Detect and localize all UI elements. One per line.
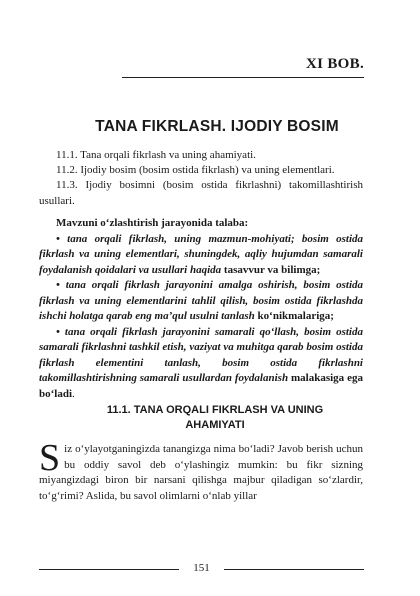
- body-paragraph-text: iz o‘ylayotganingizda tanangizga nima bo‘ladi? Javob berish uchun bu oddiy savol deb o‘ylashingiz mumkin: bu fikr sizning miyangizdagi biron bir narsani qilishga majbur qiladigan so‘zlardir, to‘g‘rimi? Aslida, bu savol olimlarni o‘nlab yillar: [39, 443, 363, 502]
- goal-text: • tana orqali fikrlash jarayonini amalga oshirish, bosim ostida fikrlash va uning elementlarini tahlil qilish, bosim ostida fikrlashda ishchi holatga qarab eng ma’qul usulni tanlash: [39, 279, 363, 322]
- learning-goals: [39, 216, 363, 402]
- footer-rule-right: [224, 569, 364, 570]
- goal-item: [39, 232, 363, 279]
- topic-item: 11.2. Ijodiy bosim (bosim ostida fikrlash) va uning elementlari.: [56, 164, 335, 177]
- goal-outcome: tasavvur va bilimga;: [221, 263, 321, 276]
- chapter-label: XI BOB.: [306, 56, 364, 72]
- goals-heading: Mavzuni o‘zlashtirish jarayonida talaba:: [56, 217, 249, 229]
- page-number: 151: [193, 562, 210, 574]
- body-text: [39, 437, 363, 504]
- topic-list: [39, 148, 363, 209]
- goal-item: [39, 278, 363, 325]
- section-heading-text: 11.1. TANA ORQALI FIKRLASH VA UNING AHAMIYATI: [106, 404, 324, 431]
- goal-text: • tana orqali fikrlash jarayonini samarali qo‘llash, bosim ostida samarali fikrlashni tashkil etish, vaziyat va muhitga qarab bosim ostida fikrlash elementini tanlash, bosim ostida fikrlashni takomillashtirishning samarali usullardan foydalanish: [39, 325, 363, 384]
- goal-outcome: ko‘nikmalariga;: [254, 310, 334, 322]
- body-paragraph: [39, 437, 363, 504]
- goal-end: .: [72, 387, 75, 400]
- drop-cap: S: [39, 437, 61, 479]
- goal-text: • tana orqali fikrlash, uning mazmun-mohiyati; bosim ostida fikrlash va uning elementlari, shuningdek, aqliy hujumdan samarali foydalanish qoidalari va usullari haqida: [39, 232, 363, 276]
- page-footer: [39, 562, 364, 576]
- topic-item: 11.1. Tana orqali fikrlash va uning ahamiyati.: [56, 149, 256, 161]
- chapter-divider: [122, 77, 364, 78]
- topic-item: 11.3. Ijodiy bosimni (bosim ostida fikrlashni) takomillashtirish usullari.: [39, 179, 363, 207]
- section-heading: [0, 403, 420, 433]
- goal-outcome: malakasiga ega bo‘ladi: [39, 372, 363, 400]
- goal-item: [39, 325, 363, 403]
- chapter-title: TANA FIKRLASH. IJODIY BOSIM: [95, 118, 339, 135]
